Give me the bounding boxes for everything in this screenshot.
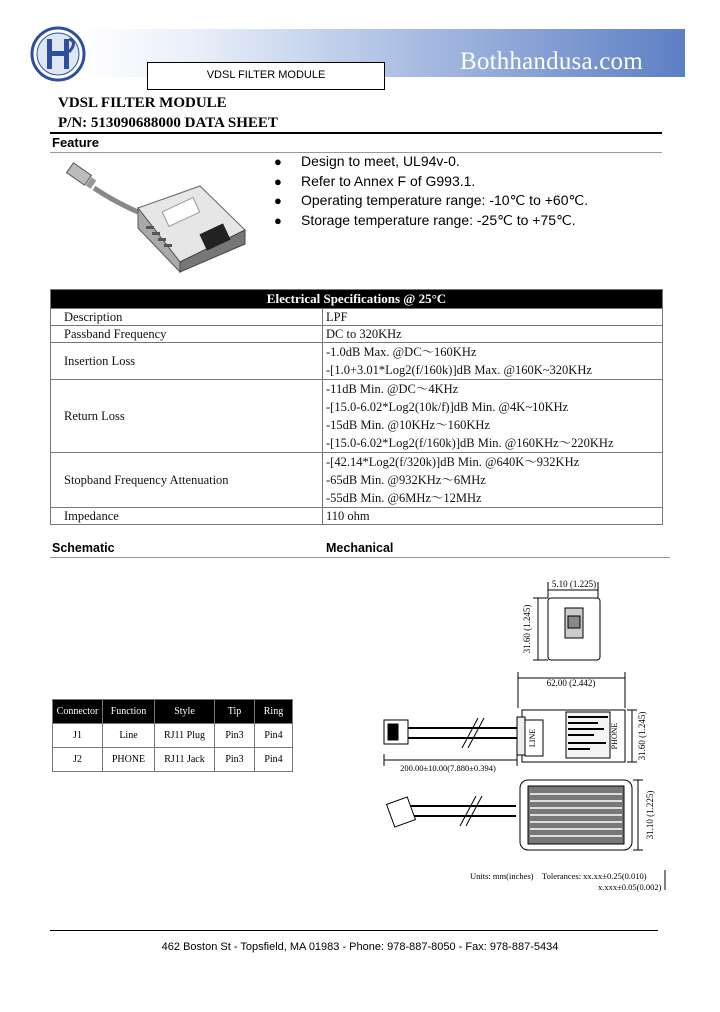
spec-value: -[42.14*Log2(f/320k)]dB Min. @640K～932KHz xyxy=(326,455,580,469)
section-divider xyxy=(50,557,670,558)
spec-value: DC to 320KHz xyxy=(323,326,663,343)
dim-top-height: 31.60 (1.245) xyxy=(522,604,532,654)
spec-label: Insertion Loss xyxy=(51,343,323,380)
electrical-spec-table xyxy=(50,289,663,525)
spec-value: -55dB Min. @6MHz～12MHz xyxy=(326,491,482,505)
connector-cell: J1 xyxy=(53,724,103,748)
connector-cell: Line xyxy=(103,724,155,748)
spec-value: -[1.0+3.01*Log2(f/160k)]dB Max. @160K~320KHz xyxy=(326,363,592,377)
spec-value: -65dB Min. @932KHz～6MHz xyxy=(326,473,486,487)
spec-value: 110 ohm xyxy=(323,508,663,525)
document-title: VDSL FILTER MODULE xyxy=(58,95,227,111)
dim-body-width: 62.00 (2.442) xyxy=(546,678,596,688)
spec-label: Description xyxy=(51,309,323,326)
connector-header: Connector xyxy=(53,700,103,724)
module-label: VDSL FILTER MODULE xyxy=(147,62,385,90)
table-row xyxy=(53,724,293,748)
connector-header: Style xyxy=(155,700,215,724)
spec-value: -[15.0-6.02*Log2(10k/f)]dB Min. @4K~10KHz xyxy=(326,400,569,414)
dim-cable-length: 200.00±10.00(7.880±0.394) xyxy=(400,763,496,773)
spec-table-title: Electrical Specifications @ 25°C xyxy=(51,290,663,309)
footer-address: 462 Boston St - Topsfield, MA 01983 - Phone: 978-887-8050 - Fax: 978-887-5434 xyxy=(161,941,559,953)
connector-cell: Pin3 xyxy=(215,724,255,748)
connector-table xyxy=(52,699,293,772)
dim-side-height: 31.60 (1.245) xyxy=(637,711,647,761)
connector-cell: Pin4 xyxy=(255,748,293,772)
connector-header: Function xyxy=(103,700,155,724)
company-logo xyxy=(30,26,86,82)
connector-header: Ring xyxy=(255,700,293,724)
part-number-title: P/N: 513090688000 DATA SHEET xyxy=(58,115,278,131)
spec-value: -[15.0-6.02*Log2(f/160k)]dB Min. @160KHz～220KHz xyxy=(326,436,614,450)
spec-label: Return Loss xyxy=(51,380,323,453)
title-divider xyxy=(50,132,662,134)
dim-top-width: 5.10 (1.225) xyxy=(551,579,597,589)
dim-bottom-height: 31.10 (1.225) xyxy=(645,790,655,840)
feature-heading: Feature xyxy=(52,135,99,150)
product-photo xyxy=(60,160,260,280)
label-phone: PHONE xyxy=(610,722,619,750)
spec-value: -11dB Min. @DC～4KHz xyxy=(326,382,459,396)
feature-bullet: ● Refer to Annex F of G993.1. xyxy=(274,172,588,192)
connector-header: Tip xyxy=(215,700,255,724)
footer-divider xyxy=(50,930,658,931)
spec-value: -15dB Min. @10KHz～160KHz xyxy=(326,418,490,432)
spec-value: LPF xyxy=(323,309,663,326)
connector-cell: J2 xyxy=(53,748,103,772)
spec-label: Passband Frequency xyxy=(51,326,323,343)
units-note: Units: mm(inches) xyxy=(470,871,534,881)
spec-label: Stopband Frequency Attenuation xyxy=(51,453,323,508)
table-row xyxy=(53,748,293,772)
mechanical-heading: Mechanical xyxy=(326,541,394,555)
spec-value: -1.0dB Max. @DC～160KHz xyxy=(326,345,477,359)
brand-name[interactable]: Bothhandusa.com xyxy=(460,48,643,75)
connector-cell: Pin3 xyxy=(215,748,255,772)
mechanical-drawing xyxy=(370,570,680,900)
label-line: LINE xyxy=(528,728,537,748)
tolerance-note-2: x.xxx±0.05(0.002) xyxy=(598,882,662,892)
connector-cell: RJ11 Plug xyxy=(155,724,215,748)
feature-bullet: ● Storage temperature range: -25℃ to +75℃. xyxy=(274,211,588,231)
feature-bullet: ● Operating temperature range: -10℃ to +60℃. xyxy=(274,191,588,211)
connector-cell: PHONE xyxy=(103,748,155,772)
spec-label: Impedance xyxy=(51,508,323,525)
connector-cell: RJ11 Jack xyxy=(155,748,215,772)
feature-bullet: ● Design to meet, UL94v-0. xyxy=(274,152,588,172)
feature-list xyxy=(274,152,588,230)
connector-cell: Pin4 xyxy=(255,724,293,748)
tolerance-note: Tolerances: xx.xx±0.25(0.010) xyxy=(542,871,647,881)
schematic-heading: Schematic xyxy=(52,541,115,555)
